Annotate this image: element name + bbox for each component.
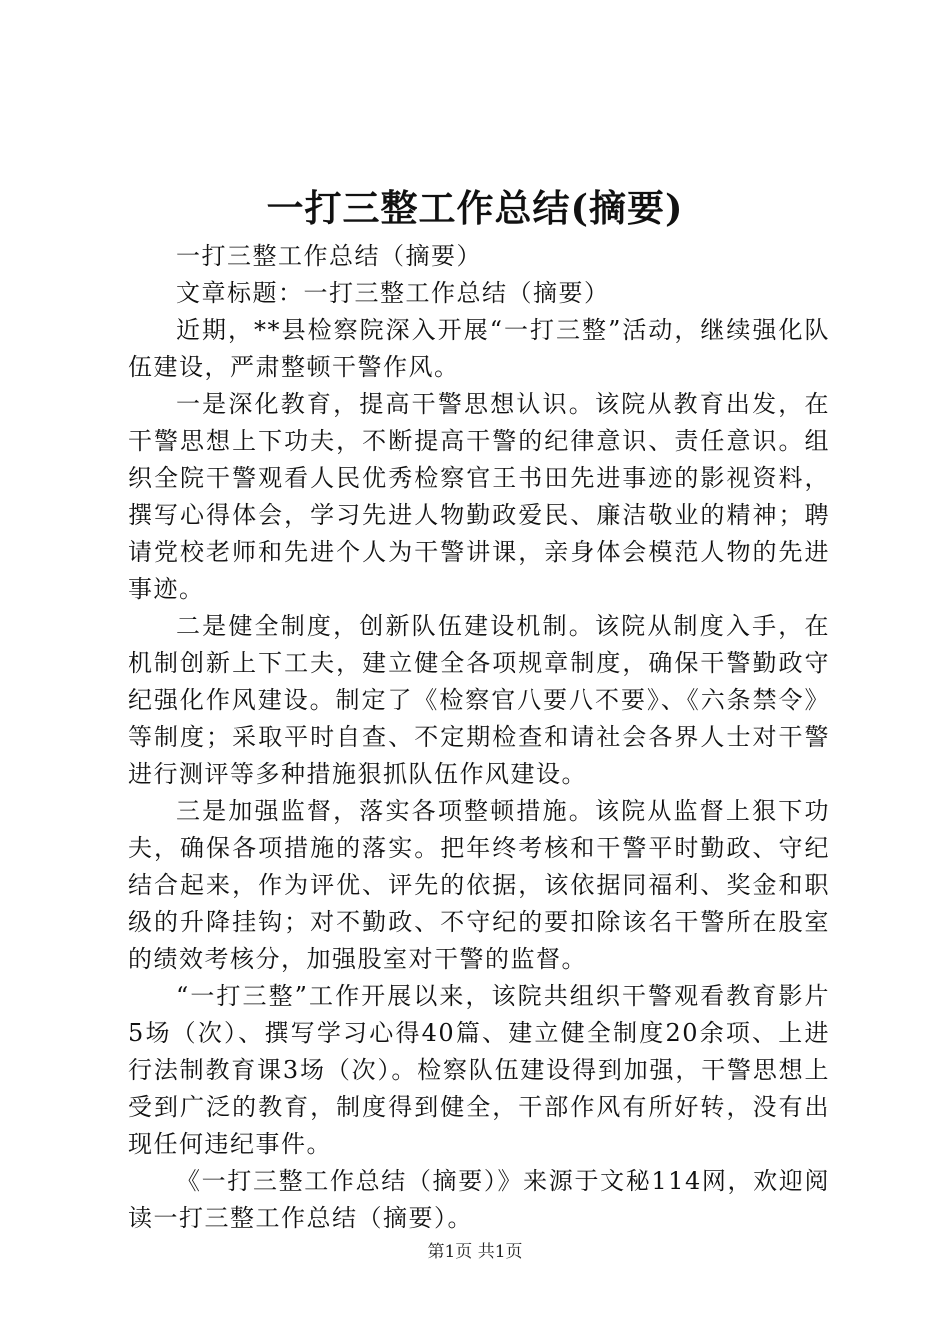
document-body — [128, 238, 830, 1237]
paragraph-article-title: 文章标题：一打三整工作总结（摘要） — [176, 279, 610, 307]
paragraph-results: “一打三整”工作开展以来，该院共组织干警观看教育影片5场（次）、撰写学习心得40篇、建立健全制度20余项、上进行法制教育课3场（次）。检察队伍建设得到加强，干警思想上受到广泛的教育，制度得到健全，干部作风有所好转，没有出现任何违纪事件。 — [128, 982, 830, 1158]
paragraph-intro: 近期，**县检察院深入开展“一打三整”活动，继续强化队伍建设，严肃整顿干警作风。 — [128, 316, 830, 381]
document-title: 一打三整工作总结(摘要) — [266, 186, 684, 230]
paragraph-source: 《一打三整工作总结（摘要）》来源于文秘114网，欢迎阅读一打三整工作总结（摘要）。 — [128, 1167, 830, 1232]
paragraph-heading: 一打三整工作总结（摘要） — [176, 242, 482, 270]
paragraph-supervision: 三是加强监督，落实各项整顿措施。该院从监督上狠下功夫，确保各项措施的落实。把年终考核和干警平时勤政、守纪结合起来，作为评优、评先的依据，该依据同福利、奖金和职级的升降挂钩；对不勤政、不守纪的要扣除该名干警所在股室的绩效考核分，加强股室对干警的监督。 — [128, 797, 830, 973]
page-footer: 第1页 共1页 — [427, 1242, 523, 1262]
paragraph-system: 二是健全制度，创新队伍建设机制。该院从制度入手，在机制创新上下工夫，建立健全各项规章制度，确保干警勤政守纪强化作风建设。制定了《检察官八要八不要》、《六条禁令》等制度；采取平时自查、不定期检查和请社会各界人士对干警进行测评等多种措施狠抓队伍作风建设。 — [128, 612, 830, 788]
paragraph-education: 一是深化教育，提高干警思想认识。该院从教育出发，在干警思想上下功夫，不断提高干警的纪律意识、责任意识。组织全院干警观看人民优秀检察官王书田先进事迹的影视资料，撰写心得体会，学习先进人物勤政爱民、廉洁敬业的精神；聘请党校老师和先进个人为干警讲课，亲身体会模范人物的先进事迹。 — [128, 390, 830, 603]
